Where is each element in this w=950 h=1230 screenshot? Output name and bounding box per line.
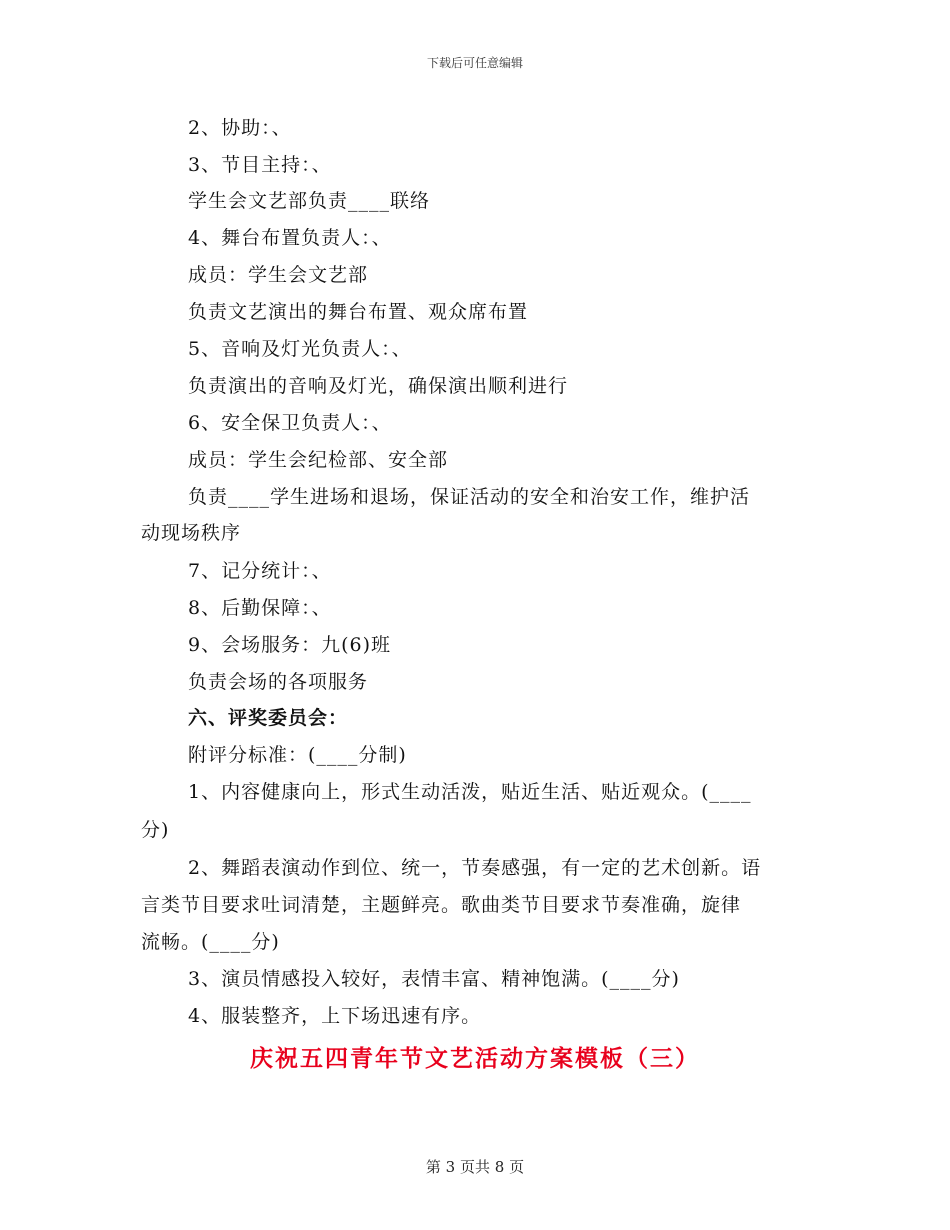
body-line: 8、后勤保障：、 (188, 597, 332, 619)
body-line: 流畅。(____分) (141, 931, 280, 953)
body-line: 附评分标准：(____分制) (188, 744, 407, 766)
body-line: 9、会场服务：九(6)班 (188, 634, 392, 656)
body-line: 4、舞台布置负责人：、 (188, 227, 392, 249)
body-line: 2、舞蹈表演动作到位、统一，节奏感强，有一定的艺术创新。语 (188, 857, 762, 879)
body-line: 3、节目主持：、 (188, 154, 332, 176)
body-line: 成员：学生会纪检部、安全部 (188, 449, 449, 471)
body-line: 7、记分统计：、 (188, 560, 332, 582)
body-line: 六、评奖委员会： (188, 707, 349, 729)
body-line: 3、演员情感投入较好，表情丰富、精神饱满。(____分) (188, 968, 680, 990)
body-line: 4、服装整齐，上下场迅速有序。 (188, 1005, 482, 1027)
body-line: 1、内容健康向上，形式生动活泼，贴近生活、贴近观众。(____ (188, 781, 752, 803)
page-footer: 第 3 页共 8 页 (425, 1158, 525, 1176)
body-line: 6、安全保卫负责人：、 (188, 412, 392, 434)
section-title: 庆祝五四青年节文艺活动方案模板（三） (250, 1045, 700, 1072)
page-header: 下载后可任意编辑 (426, 56, 523, 70)
body-line: 言类节目要求吐词清楚，主题鲜亮。歌曲类节目要求节奏准确，旋律 (141, 894, 742, 916)
body-line: 负责____学生进场和退场，保证活动的安全和治安工作，维护活 (188, 486, 751, 508)
body-line: 成员：学生会文艺部 (188, 264, 369, 286)
body-line: 5、音响及灯光负责人：、 (188, 338, 412, 360)
body-line: 学生会文艺部负责____联络 (188, 190, 431, 212)
body-line: 负责演出的音响及灯光，确保演出顺利进行 (188, 375, 569, 397)
body-line: 负责会场的各项服务 (188, 671, 369, 693)
body-line: 动现场秩序 (141, 522, 242, 544)
body-line: 2、协助：、 (188, 117, 292, 139)
body-line: 负责文艺演出的舞台布置、观众席布置 (188, 301, 529, 323)
body-line: 分) (141, 819, 170, 841)
